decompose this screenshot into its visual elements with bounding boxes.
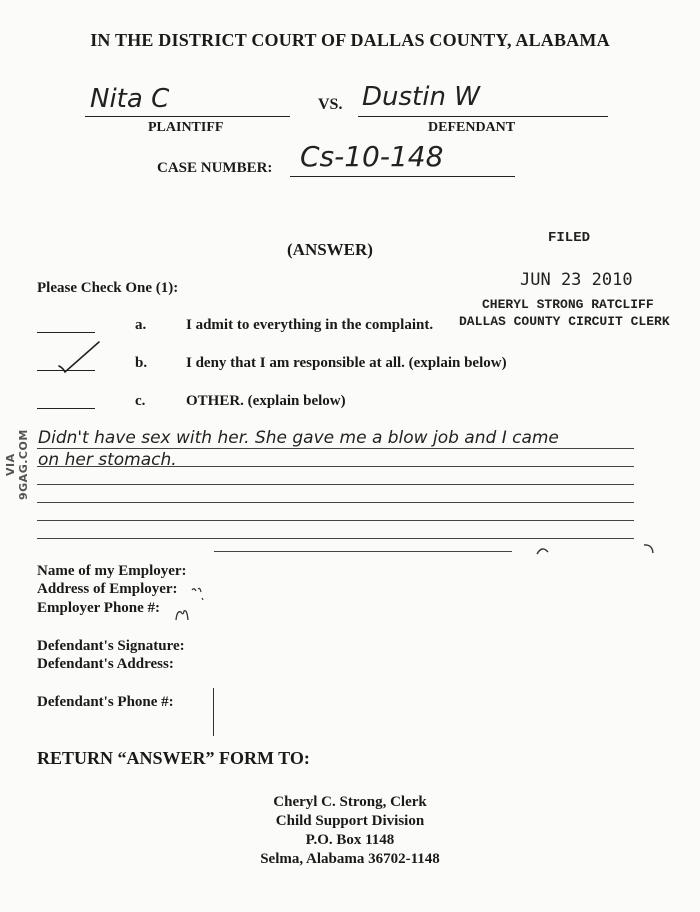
stamp-county: DALLAS COUNTY CIRCUIT CLERK bbox=[459, 314, 670, 329]
return-title: RETURN “ANSWER” FORM TO: bbox=[37, 748, 310, 768]
explanation-rule[interactable] bbox=[37, 448, 634, 449]
return-address-line: P.O. Box 1148 bbox=[305, 832, 395, 848]
plaintiff-signature: Nita C bbox=[90, 84, 170, 114]
option-c-text: OTHER. (explain below) bbox=[186, 393, 346, 409]
plaintiff-line bbox=[85, 116, 290, 117]
explanation-line-1-text: Didn't have sex with her. She gave me a blow job and I came bbox=[38, 428, 559, 448]
option-a-text: I admit to everything in the complaint. bbox=[186, 317, 434, 333]
defendant-signature-label: Defendant's Signature: bbox=[37, 638, 185, 654]
option-b-text: I deny that I am responsible at all. (explain below) bbox=[186, 355, 507, 371]
explanation-rule[interactable] bbox=[37, 466, 634, 467]
defendant-address-label: Defendant's Address: bbox=[37, 656, 174, 672]
employer-name-label: Name of my Employer: bbox=[37, 563, 187, 579]
case-number-line bbox=[290, 176, 515, 177]
explanation-line-2-text: on her stomach. bbox=[38, 450, 177, 470]
handwritten-mark-icon bbox=[535, 544, 551, 556]
explanation-rule[interactable] bbox=[37, 502, 634, 503]
court-title: IN THE DISTRICT COURT OF DALLAS COUNTY, ALABAMA bbox=[90, 30, 610, 50]
check-mark-icon bbox=[55, 336, 105, 376]
check-one-label: Please Check One (1): bbox=[37, 280, 179, 296]
answer-title: (ANSWER) bbox=[287, 240, 373, 259]
versus-label: VS. bbox=[318, 96, 343, 113]
option-a-line[interactable] bbox=[37, 332, 95, 333]
case-number-label: CASE NUMBER: bbox=[157, 160, 273, 176]
explanation-rule[interactable] bbox=[214, 551, 512, 552]
stamp-date: JUN 23 2010 bbox=[520, 270, 633, 290]
handwritten-scribble-icon bbox=[188, 586, 208, 602]
plaintiff-label: PLAINTIFF bbox=[148, 120, 224, 135]
option-b-letter: b. bbox=[135, 355, 148, 371]
defendant-label: DEFENDANT bbox=[428, 120, 516, 135]
explanation-rule[interactable] bbox=[37, 484, 634, 485]
handwritten-mark-icon bbox=[641, 542, 657, 556]
employer-address-label: Address of Employer: bbox=[37, 581, 178, 597]
phone-entry-bar[interactable] bbox=[213, 688, 214, 736]
stamp-filed: FILED bbox=[548, 230, 591, 246]
stamp-clerk: CHERYL STRONG RATCLIFF bbox=[482, 297, 654, 312]
defendant-signature: Dustin W bbox=[362, 82, 480, 112]
defendant-phone-label: Defendant's Phone #: bbox=[37, 694, 174, 710]
case-number-value: Cs-10-148 bbox=[300, 140, 444, 173]
return-address-line: Selma, Alabama 36702-1148 bbox=[260, 851, 440, 867]
employer-phone-label: Employer Phone #: bbox=[37, 600, 161, 616]
handwritten-scribble-icon bbox=[174, 606, 192, 624]
option-a-letter: a. bbox=[135, 317, 147, 333]
explanation-rule[interactable] bbox=[37, 520, 634, 521]
option-c-letter: c. bbox=[135, 393, 146, 409]
explanation-rule[interactable] bbox=[37, 538, 634, 539]
option-c-line[interactable] bbox=[37, 408, 95, 409]
side-watermark: VIA 9GAG.COM bbox=[4, 429, 30, 501]
defendant-line bbox=[358, 116, 608, 117]
return-address-line: Cheryl C. Strong, Clerk bbox=[273, 794, 427, 810]
return-address-line: Child Support Division bbox=[275, 813, 425, 829]
